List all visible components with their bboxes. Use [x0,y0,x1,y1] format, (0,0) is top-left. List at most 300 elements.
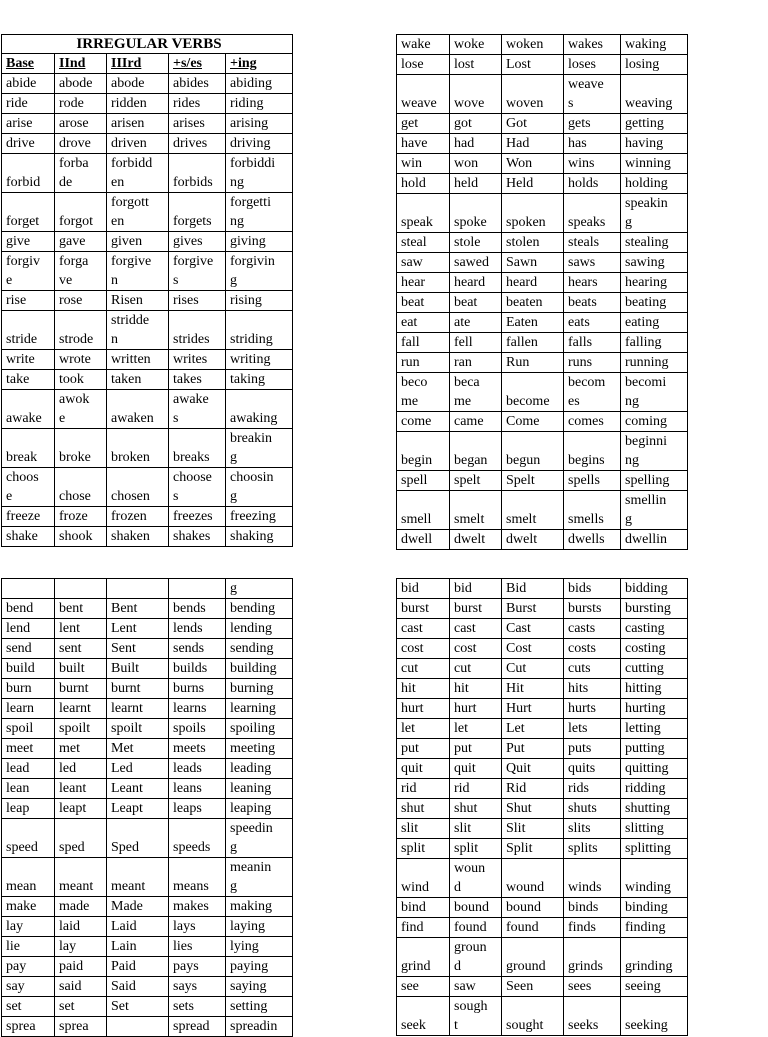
cell-base: lean [2,779,55,799]
cell-second-form: drove [55,134,107,154]
table-row [397,859,688,898]
cell-s-es: leans [169,779,226,799]
cell-base: slit [397,819,450,839]
cell-s-es: weave s [564,75,621,114]
cell-s-es: wins [564,154,621,174]
cell-second-form: said [55,977,107,997]
table-row [2,917,293,937]
cell-base: sprea [2,1017,55,1037]
cell-third-form: Won [502,154,564,174]
cell-ing: abiding [226,74,293,94]
cell-second-form: forga ve [55,252,107,291]
cell-base: bid [397,579,450,599]
cell-ing: spelling [621,471,688,491]
cell-third-form: Cost [502,639,564,659]
cell-ing: splitting [621,839,688,859]
cell-second-form: awok e [55,390,107,429]
cell-ing: costing [621,639,688,659]
cell-base: hear [397,273,450,293]
cell-third-form: wound [502,859,564,898]
cell-second-form: came [450,412,502,432]
cell-s-es: spread [169,1017,226,1037]
cell-ing: hearing [621,273,688,293]
cell-s-es: builds [169,659,226,679]
cell-ing: making [226,897,293,917]
cell-second-form: leapt [55,799,107,819]
table-row [2,659,293,679]
cell-third-form: Come [502,412,564,432]
cell-third-form: Lost [502,55,564,75]
cell-ing: cutting [621,659,688,679]
cell-third-form: Hit [502,679,564,699]
table-row [2,619,293,639]
cell-second-form: lay [55,937,107,957]
cell-third-form: Said [107,977,169,997]
table-row [2,154,293,193]
cell-s-es: rises [169,291,226,311]
cell-ing: waking [621,35,688,55]
cell-second-form: strode [55,311,107,350]
cell-ing: awaking [226,390,293,429]
cell-third-form: Spelt [502,471,564,491]
cell-ing: breakin g [226,429,293,468]
cell-s-es: gets [564,114,621,134]
cell-second-form: leant [55,779,107,799]
cell-second-form: hurt [450,699,502,719]
cell-third-form: Cut [502,659,564,679]
cell-base: let [397,719,450,739]
cell-third-form: Met [107,739,169,759]
cell-ing: winning [621,154,688,174]
table-row [397,432,688,471]
cell-second-form: cast [450,619,502,639]
cell-ing: dwellin [621,530,688,550]
table-row [2,311,293,350]
table-row [2,527,293,547]
cell-base: hit [397,679,450,699]
cell-s-es: has [564,134,621,154]
cell-second-form: bent [55,599,107,619]
cell-s-es: shakes [169,527,226,547]
cell-s-es: forbids [169,154,226,193]
cell-third-form: sought [502,997,564,1036]
cell-s-es: beats [564,293,621,313]
cell-s-es: learns [169,699,226,719]
cell-base: steal [397,233,450,253]
cell-s-es: means [169,858,226,897]
cell-s-es: spoils [169,719,226,739]
cell-third-form: Split [502,839,564,859]
cell-base: cast [397,619,450,639]
table-row [2,858,293,897]
cell-s-es: lies [169,937,226,957]
cell-third-form: Rid [502,779,564,799]
cell-base: stride [2,311,55,350]
cell-ing: seeking [621,997,688,1036]
cell-s-es: begins [564,432,621,471]
table-row [2,114,293,134]
table-row [397,471,688,491]
cell-ing: getting [621,114,688,134]
cell-ing: holding [621,174,688,194]
cell-ing: freezing [226,507,293,527]
cell-third-form: Burst [502,599,564,619]
table-row [2,232,293,252]
cell-second-form: sped [55,819,107,858]
cell-s-es: makes [169,897,226,917]
cell-second-form: had [450,134,502,154]
cell-ing: sawing [621,253,688,273]
table-row [2,291,293,311]
cell-ing: building [226,659,293,679]
cell-base: lead [2,759,55,779]
table-row [397,114,688,134]
cell-base: send [2,639,55,659]
cell-ing: bending [226,599,293,619]
table-row [2,370,293,390]
cell-third-form: Held [502,174,564,194]
cell-s-es: pays [169,957,226,977]
cell-third-form: Seen [502,977,564,997]
table-2-body [397,35,688,550]
cell-ing: seeing [621,977,688,997]
cell-second-form: groun d [450,938,502,977]
table-row [397,273,688,293]
cell-third-form: broken [107,429,169,468]
cell-base: win [397,154,450,174]
cell-base: beat [397,293,450,313]
cell-second-form: forgot [55,193,107,232]
cell-base: begin [397,432,450,471]
table-row [397,699,688,719]
cell-ing: smellin g [621,491,688,530]
cell-third-form: Led [107,759,169,779]
table-row [2,679,293,699]
table-row [397,253,688,273]
cell-third-form: forgott en [107,193,169,232]
cell-ing: sending [226,639,293,659]
cell-ing: beating [621,293,688,313]
cell-s-es: lets [564,719,621,739]
cell-ing: leaning [226,779,293,799]
cell-third-form: Hurt [502,699,564,719]
table-row [397,353,688,373]
cell-second-form: saw [450,977,502,997]
cell-second-form: sprea [55,1017,107,1037]
cell-ing: forgivin g [226,252,293,291]
cell-ing: lending [226,619,293,639]
cell-third-form: driven [107,134,169,154]
cell-base: hurt [397,699,450,719]
table-row [397,55,688,75]
cell-base: lie [2,937,55,957]
table-title: IRREGULAR VERBS [2,35,293,54]
cell-third-form: Bent [107,599,169,619]
cell-s-es: wakes [564,35,621,55]
cell-third-form: Sent [107,639,169,659]
cell-s-es: gives [169,232,226,252]
cell-s-es: says [169,977,226,997]
cell-third-form: Put [502,739,564,759]
cell-second-form: rode [55,94,107,114]
cell-third-form: spoilt [107,719,169,739]
cell-second-form: ate [450,313,502,333]
header-second-form: IInd [55,54,107,74]
cell-third-form: stolen [502,233,564,253]
cell-third-form: taken [107,370,169,390]
cell-s-es: becom es [564,373,621,412]
cell-s-es: puts [564,739,621,759]
cell-ing: driving [226,134,293,154]
cell-ing: eating [621,313,688,333]
cell-base: get [397,114,450,134]
irregular-verbs-table-4 [396,578,688,1036]
cell-base: freeze [2,507,55,527]
cell-ing: shutting [621,799,688,819]
cell-third-form: smelt [502,491,564,530]
cell-second-form: bound [450,898,502,918]
cell-s-es: grinds [564,938,621,977]
cell-base: build [2,659,55,679]
cell-s-es: bids [564,579,621,599]
cell-base: spoil [2,719,55,739]
cell-third-form: Slit [502,819,564,839]
table-row [397,679,688,699]
cell-s-es: burns [169,679,226,699]
table-row [2,468,293,507]
cell-base: lose [397,55,450,75]
cell-base: rise [2,291,55,311]
cell-ing: stealing [621,233,688,253]
cell-third-form: forgive n [107,252,169,291]
table-row [2,957,293,977]
cell-ing: grinding [621,938,688,977]
table-1-body [2,74,293,547]
cell-third-form: beaten [502,293,564,313]
cell-third-form: Risen [107,291,169,311]
cell-ing: leaping [226,799,293,819]
cell-third-form: woven [502,75,564,114]
cell-s-es: winds [564,859,621,898]
table-row [397,839,688,859]
cell-s-es: bends [169,599,226,619]
cell-third-form: Eaten [502,313,564,333]
cell-ing: having [621,134,688,154]
cell-ing: letting [621,719,688,739]
cell-third-form: spoken [502,194,564,233]
cell-ing: hitting [621,679,688,699]
cell-s-es: comes [564,412,621,432]
cell-second-form: bid [450,579,502,599]
table-row [397,491,688,530]
cell-ing: falling [621,333,688,353]
table-row [397,779,688,799]
table-row [397,333,688,353]
cell-s-es: lends [169,619,226,639]
cell-second-form: split [450,839,502,859]
cell-s-es: hits [564,679,621,699]
cell-ing: hurting [621,699,688,719]
cell-base: speed [2,819,55,858]
cell-ing: slitting [621,819,688,839]
cell-ing: speakin g [621,194,688,233]
cell-s-es: quits [564,759,621,779]
cell-second-form: smelt [450,491,502,530]
table-row [2,897,293,917]
cell-base: weave [397,75,450,114]
cell-base: see [397,977,450,997]
cell-base: shut [397,799,450,819]
cell-s-es: loses [564,55,621,75]
cell-base: cut [397,659,450,679]
header-ing: +ing [226,54,293,74]
cell-ing: giving [226,232,293,252]
cell-second-form: sawed [450,253,502,273]
cell-third-form: abode [107,74,169,94]
cell-third-form: ridden [107,94,169,114]
cell-second-form: gave [55,232,107,252]
cell-second-form: heard [450,273,502,293]
cell-third-form: forbidd en [107,154,169,193]
cell-second-form: wove [450,75,502,114]
cell-third-form: Run [502,353,564,373]
cell-s-es: smells [564,491,621,530]
table-row [2,739,293,759]
cell-s-es: cuts [564,659,621,679]
cell-s-es: shuts [564,799,621,819]
cell-ing: choosin g [226,468,293,507]
table-row [2,429,293,468]
cell-ing: spreadin [226,1017,293,1037]
cell-second-form: set [55,997,107,1017]
table-row [2,779,293,799]
cell-base: forgiv e [2,252,55,291]
table-row [397,719,688,739]
cell-base: rid [397,779,450,799]
cell-base: split [397,839,450,859]
cell-third-form: Cast [502,619,564,639]
cell-base: quit [397,759,450,779]
cell-third-form: Lent [107,619,169,639]
irregular-verbs-table-1 [1,34,293,547]
cell-third-form: woken [502,35,564,55]
cell-s-es: bursts [564,599,621,619]
cell-third-form: shaken [107,527,169,547]
cell-s-es: lays [169,917,226,937]
cell-base: run [397,353,450,373]
cell-base: lend [2,619,55,639]
table-row [397,938,688,977]
cell-s-es: speeds [169,819,226,858]
irregular-verbs-table-3 [1,578,293,1037]
cell-s-es: saws [564,253,621,273]
cell-ing: g [226,579,293,599]
cell-second-form: spoilt [55,719,107,739]
cell-s-es: sends [169,639,226,659]
table-row [2,599,293,619]
cell-second-form: arose [55,114,107,134]
table-row [2,937,293,957]
cell-second-form: put [450,739,502,759]
cell-second-form: laid [55,917,107,937]
cell-third-form: Lain [107,937,169,957]
table-row [397,75,688,114]
cell-ing: ridding [621,779,688,799]
table-row [2,719,293,739]
cell-s-es: forgets [169,193,226,232]
header-s-es: +s/es [169,54,226,74]
cell-s-es: freezes [169,507,226,527]
cell-second-form: spelt [450,471,502,491]
cell-base: arise [2,114,55,134]
table-row [397,174,688,194]
table-row [397,819,688,839]
table-row [397,739,688,759]
cell-base: cost [397,639,450,659]
cell-second-form: cut [450,659,502,679]
cell-base: hold [397,174,450,194]
cell-second-form: began [450,432,502,471]
cell-base: give [2,232,55,252]
cell-ing: shaking [226,527,293,547]
table-row [2,1017,293,1037]
cell-second-form: fell [450,333,502,353]
cell-second-form: learnt [55,699,107,719]
cell-third-form: Built [107,659,169,679]
table-row [2,507,293,527]
cell-s-es: runs [564,353,621,373]
header-base: Base [2,54,55,74]
cell-third-form: chosen [107,468,169,507]
cell-base: dwell [397,530,450,550]
cell-s-es: abides [169,74,226,94]
cell-ing: lying [226,937,293,957]
cell-third-form: given [107,232,169,252]
cell-s-es: breaks [169,429,226,468]
cell-ing: taking [226,370,293,390]
table-row [397,977,688,997]
table-row [397,194,688,233]
cell-s-es: leaps [169,799,226,819]
cell-second-form: took [55,370,107,390]
cell-second-form: shook [55,527,107,547]
cell-base: break [2,429,55,468]
table-row [2,134,293,154]
cell-ing: riding [226,94,293,114]
cell-s-es: finds [564,918,621,938]
cell-ing: forbiddi ng [226,154,293,193]
cell-s-es: arises [169,114,226,134]
cell-s-es [169,579,226,599]
table-row [2,997,293,1017]
cell-s-es: holds [564,174,621,194]
cell-s-es: steals [564,233,621,253]
cell-second-form: held [450,174,502,194]
table-row [2,579,293,599]
table-row [397,799,688,819]
cell-base: smell [397,491,450,530]
cell-base: saw [397,253,450,273]
cell-base: come [397,412,450,432]
cell-s-es: rides [169,94,226,114]
cell-third-form: Made [107,897,169,917]
cell-base: forget [2,193,55,232]
cell-s-es: casts [564,619,621,639]
cell-third-form: burnt [107,679,169,699]
cell-second-form: rose [55,291,107,311]
cell-second-form: ran [450,353,502,373]
table-row [397,997,688,1036]
